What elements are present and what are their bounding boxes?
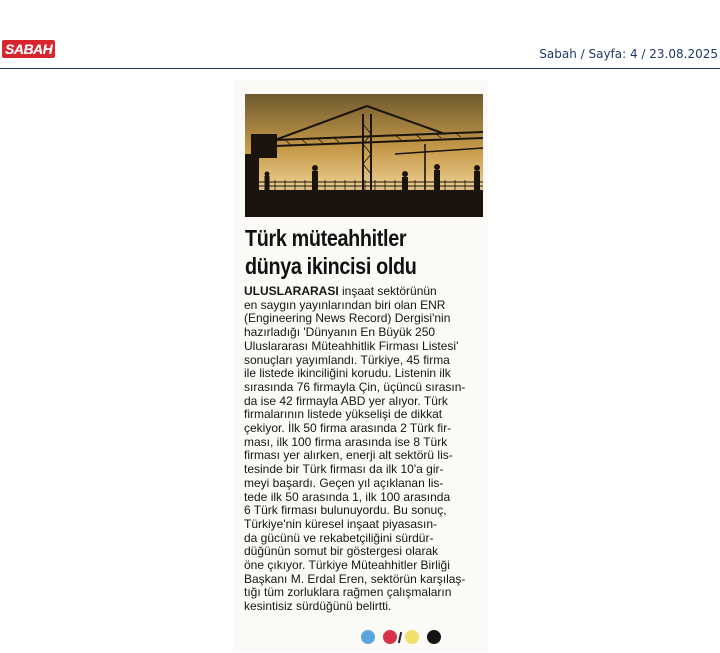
body-line: ması, ilk 100 firma arasında ise 8 Türk <box>244 434 448 449</box>
body-line: Uluslararası Müteahhitlik Firması Listesi' <box>244 338 459 353</box>
registration-dot-cyan <box>361 630 375 644</box>
source-line: Sabah / Sayfa: 4 / 23.08.2025 <box>539 47 718 61</box>
article-kicker: ULUSLARARASI <box>244 284 339 298</box>
body-line: Türkiye'nin küresel inşaat piyasasın- <box>244 516 438 531</box>
body-line: tığı tüm zorluklara rağmen çalışmaların <box>244 585 452 600</box>
body-line: da gücünü ve rekabetçiliğini sürdür- <box>244 530 434 545</box>
header-divider <box>0 68 720 69</box>
newspaper-clipping <box>233 80 488 652</box>
registration-dot-yellow <box>405 630 419 644</box>
body-line: tesinde bir Türk firması da ilk 10'a gir- <box>244 462 444 477</box>
headline-line: Türk müteahhitler <box>245 225 407 251</box>
construction-silhouette-image <box>245 94 483 217</box>
body-line: ile listede ikinciliğini korudu. Listenin ilk <box>244 366 451 381</box>
body-line: Başkanı M. Erdal Eren, sektörün karşılaş- <box>244 571 466 586</box>
body-line: meyi başardı. Geçen yıl açıklanan lis- <box>244 475 444 490</box>
body-line: en saygın yayınlarından biri olan ENR <box>244 297 446 312</box>
body-line: öne çıkıyor. Türkiye Müteahhitler Birliği <box>244 558 450 573</box>
article-body <box>244 285 490 614</box>
registration-tick <box>398 632 402 643</box>
body-line: 6 Türk firması bulunuyordu. Bu sonuç, <box>244 503 447 518</box>
body-line: ULUSLARARASI inşaat sektörünün <box>244 284 437 298</box>
construction-photo <box>245 94 483 217</box>
body-line: çekiyor. İlk 50 firma arasında 2 Türk fir- <box>244 421 452 436</box>
registration-dot-black <box>427 630 441 644</box>
body-line: kesintisiz sürdüğünü belirtti. <box>244 599 392 614</box>
registration-dot-magenta <box>383 630 397 644</box>
body-line: hazırladığı 'Dünyanın En Büyük 250 <box>244 325 436 340</box>
body-line: da ise 42 firmayla ABD yer alıyor. Türk <box>244 393 448 408</box>
body-line: tede ilk 50 arasında 1, ilk 100 arasında <box>244 489 451 504</box>
page-header <box>0 0 720 70</box>
body-line: firması yer alırken, enerji alt sektörü lis- <box>244 448 453 463</box>
body-line: düğünün somut bir göstergesi olarak <box>244 544 439 559</box>
headline-line: dünya ikincisi oldu <box>245 253 417 279</box>
body-line: (Engineering News Record) Dergisi'nin <box>244 311 451 326</box>
article-headline <box>245 224 450 280</box>
body-line: firmalarının listede yükselişi de dikkat <box>244 407 443 422</box>
sabah-logo: SABAH <box>2 40 55 58</box>
body-line: sırasında 76 firmayla Çin, üçüncü sırasın- <box>244 379 466 394</box>
body-line: sonuçları yayımlandı. Türkiye, 45 firma <box>244 352 450 367</box>
